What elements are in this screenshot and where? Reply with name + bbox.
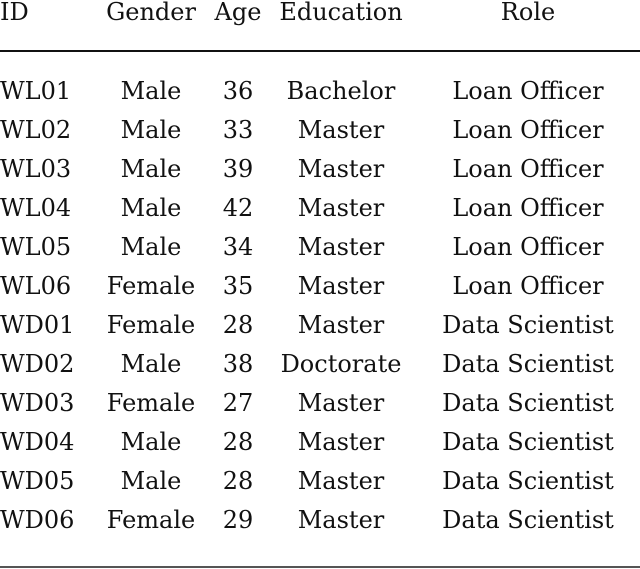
cell-role: Loan Officer bbox=[452, 155, 604, 183]
cell-education: Master bbox=[297, 506, 385, 534]
cell-gender: Female bbox=[106, 389, 196, 417]
cell-age: 29 bbox=[222, 506, 254, 534]
cell-education: Master bbox=[297, 155, 385, 183]
cell-age: 42 bbox=[222, 194, 254, 222]
cell-age: 34 bbox=[222, 233, 254, 261]
header-age: Age bbox=[214, 0, 262, 26]
cell-gender: Male bbox=[120, 428, 182, 456]
cell-gender: Female bbox=[106, 272, 196, 300]
cell-id: WD02 bbox=[0, 350, 75, 378]
cell-education: Doctorate bbox=[280, 350, 402, 378]
cell-role: Loan Officer bbox=[452, 272, 604, 300]
cell-education: Master bbox=[297, 194, 385, 222]
cell-education: Master bbox=[297, 389, 385, 417]
table-row bbox=[0, 345, 640, 384]
cell-id: WD05 bbox=[0, 467, 75, 495]
cell-age: 28 bbox=[222, 467, 254, 495]
cell-id: WD01 bbox=[0, 311, 75, 339]
table-row bbox=[0, 228, 640, 267]
cell-age: 27 bbox=[222, 389, 254, 417]
cell-id: WD06 bbox=[0, 506, 75, 534]
cell-role: Data Scientist bbox=[442, 428, 614, 456]
cell-education: Master bbox=[297, 311, 385, 339]
table-row bbox=[0, 111, 640, 150]
cell-education: Master bbox=[297, 272, 385, 300]
cell-age: 39 bbox=[222, 155, 254, 183]
table-row bbox=[0, 462, 640, 501]
table-row bbox=[0, 189, 640, 228]
header-gender: Gender bbox=[106, 0, 196, 26]
cell-gender: Male bbox=[120, 467, 182, 495]
cell-gender: Male bbox=[120, 194, 182, 222]
cell-role: Data Scientist bbox=[442, 506, 614, 534]
table-row bbox=[0, 72, 640, 111]
cell-age: 35 bbox=[222, 272, 254, 300]
cell-gender: Male bbox=[120, 116, 182, 144]
cell-education: Bachelor bbox=[286, 77, 396, 105]
cell-gender: Male bbox=[120, 155, 182, 183]
table-row bbox=[0, 501, 640, 540]
header-role: Role bbox=[500, 0, 556, 26]
table-row bbox=[0, 423, 640, 462]
cell-gender: Male bbox=[120, 233, 182, 261]
table-row bbox=[0, 150, 640, 189]
cell-id: WL03 bbox=[0, 155, 72, 183]
cell-gender: Female bbox=[106, 311, 196, 339]
cell-role: Loan Officer bbox=[452, 194, 604, 222]
table-bottom-rule bbox=[0, 566, 640, 568]
cell-id: WD03 bbox=[0, 389, 75, 417]
cell-education: Master bbox=[297, 467, 385, 495]
cell-role: Data Scientist bbox=[442, 389, 614, 417]
cell-education: Master bbox=[297, 233, 385, 261]
table-row bbox=[0, 267, 640, 306]
cell-role: Loan Officer bbox=[452, 77, 604, 105]
cell-id: WL02 bbox=[0, 116, 72, 144]
cell-education: Master bbox=[297, 428, 385, 456]
cell-role: Loan Officer bbox=[452, 233, 604, 261]
cell-education: Master bbox=[297, 116, 385, 144]
cell-id: WL01 bbox=[0, 77, 72, 105]
table-body bbox=[0, 28, 640, 540]
cell-age: 38 bbox=[222, 350, 254, 378]
header-education: Education bbox=[279, 0, 403, 26]
cell-age: 33 bbox=[222, 116, 254, 144]
table-row bbox=[0, 384, 640, 423]
cell-id: WD04 bbox=[0, 428, 75, 456]
cell-id: WL06 bbox=[0, 272, 72, 300]
cell-gender: Male bbox=[120, 350, 182, 378]
cell-role: Loan Officer bbox=[452, 116, 604, 144]
cell-id: WL04 bbox=[0, 194, 72, 222]
cell-gender: Male bbox=[120, 77, 182, 105]
cell-id: WL05 bbox=[0, 233, 72, 261]
cell-role: Data Scientist bbox=[442, 467, 614, 495]
cell-age: 36 bbox=[222, 77, 254, 105]
header-id: ID bbox=[0, 0, 29, 26]
cell-age: 28 bbox=[222, 311, 254, 339]
cell-role: Data Scientist bbox=[442, 311, 614, 339]
cell-role: Data Scientist bbox=[442, 350, 614, 378]
cell-gender: Female bbox=[106, 506, 196, 534]
cell-age: 28 bbox=[222, 428, 254, 456]
table-row bbox=[0, 306, 640, 345]
table-header-row bbox=[0, 0, 640, 28]
header-gap bbox=[0, 28, 640, 72]
